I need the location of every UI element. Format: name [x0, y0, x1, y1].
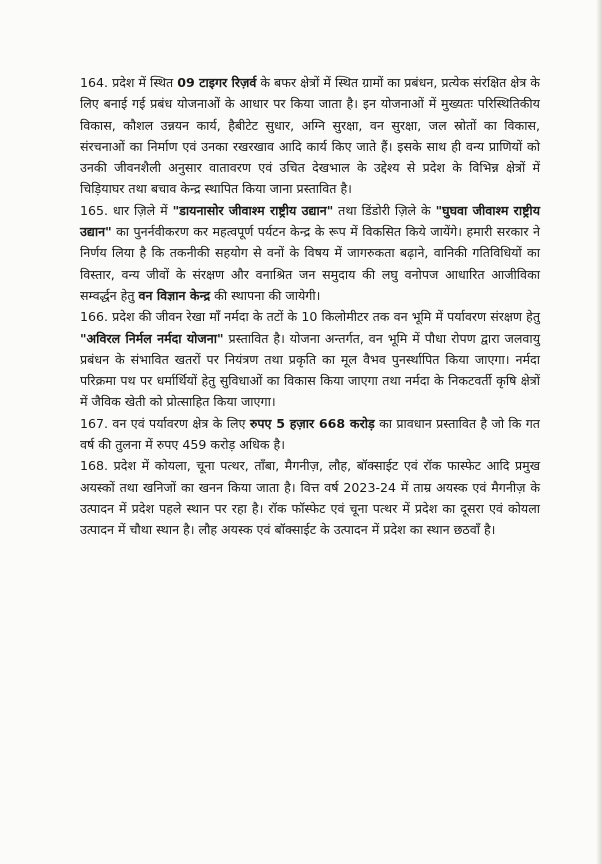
bold-text: 09 टाइगर रिज़र्व: [177, 75, 257, 90]
bold-text: "घुघवा जीवाश्म राष्ट्रीय उद्यान": [80, 202, 540, 240]
bold-text: रुपए 5 हज़ार 668 करोड़: [249, 415, 375, 431]
body-text: धार ज़िले में: [108, 202, 173, 218]
bold-text: "डायनासोर जीवाश्म राष्ट्रीय उद्यान": [172, 202, 334, 218]
body-text: वन एवं पर्यावरण क्षेत्र के लिए: [108, 415, 250, 431]
paragraph-168: [80, 455, 540, 540]
paragraph-165: [80, 200, 540, 306]
body-text: प्रदेश में स्थित: [108, 75, 178, 90]
bold-text: वन विज्ञान केन्द्र: [138, 287, 211, 303]
page-edge-shadow: [596, 0, 602, 864]
paragraph-number: 166.: [80, 309, 109, 325]
body-text: का पुनर्नवीकरण कर महत्वपूर्ण पर्यटन केन्द्र के रूप में विकसित किये जायेंगे। हमारी सरकार ने निर्णय लिया है कि तकनीकी सहयोग से वनों के विषय में जागरुकता बढ़ाने, वानिकी गतिविधियों का विस्तार, वन्य जीवों के संरक्षण और वनाश्रित जन समुदाय की लघु वनोपज आधारित आजीविका सम्वर्द्धन हेतु: [80, 224, 540, 303]
paragraph-number: 165.: [80, 202, 109, 218]
paragraph-166: [80, 306, 540, 412]
body-text: के बफर क्षेत्रों में स्थित ग्रामों का प्रबंधन, प्रत्येक संरक्षित क्षेत्र के लिए बनाई गई प्रबंध योजनाओं के आधार पर किया जाता है। इन योजनाओं में मुख्यतः परिस्थितिकीय विकास, कौशल उन्नयन कार्य, हैबीटेट सुधार, अग्नि सुरक्षा, वन सुरक्षा, जल स्रोतों का विकास, संरचनाओं का निर्माण एवं उनका रखरखाव आदि कार्य किए जाते हैं। इसके साथ ही वन्य प्राणियों को उनकी जीवनशैली अनुसार वातावरण एवं उचित देखभाल के उद्देश्य से प्रदेश के विभिन्न क्षेत्रों में चिड़ियाघर तथा बचाव केन्द्र स्थापित किया जाना प्रस्तावित है।: [80, 75, 540, 197]
body-text: प्रस्तावित है। योजना अन्तर्गत, वन भूमि में पौधा रोपण द्वारा जलवायु प्रबंधन के संभावित खतरों पर नियंत्रण तथा प्रकृति का मूल वैभव पुनर्स्थापित किया जाएगा। नर्मदा परिक्रमा पथ पर धर्मार्थियों हेतु सुविधाओं का विकास किया जाएगा तथा नर्मदा के निकटवर्ती कृषि क्षेत्रों में जैविक खेती को प्रोत्साहित किया जाएगा।: [80, 330, 540, 410]
paragraph-number: 164.: [80, 75, 109, 90]
body-text: प्रदेश में कोयला, चूना पत्थर, ताँबा, मैगनीज़, लौह, बॉक्साईट एवं रॉक फास्फेट आदि प्रमुख अयस्कों तथा खनिजों का खनन किया जाता है। वित्त वर्ष 2023-24 में ताम्र अयस्क एवं मैगनीज़ के उत्पादन में प्रदेश पहले स्थान पर रहा है। रॉक फॉस्फेट एवं चूना पत्थर में प्रदेश का दूसरा एवं कोयला उत्पादन में चौथा स्थान है। लौह अयस्क एवं बॉक्साईट के उत्पादन में प्रदेश का स्थान छठवाँ है।: [80, 458, 540, 538]
body-text: का प्रावधान प्रस्तावित है जो कि गत वर्ष की तुलना में रुपए 459 करोड़ अधिक है।: [80, 415, 540, 453]
body-text: की स्थापना की जायेगी।: [210, 287, 321, 303]
body-text: प्रदेश की जीवन रेखा माँ नर्मदा के तटों के 10 किलोमीटर तक वन भूमि में पर्यावरण संरक्षण हेतु: [108, 309, 540, 325]
paragraph-number: 168.: [80, 458, 109, 474]
paragraph-164: [80, 72, 540, 200]
bold-text: "अविरल निर्मल नर्मदा योजना": [80, 330, 224, 346]
paragraph-167: [80, 413, 540, 456]
body-text: तथा डिंडोरी ज़िले के: [333, 202, 436, 218]
paragraph-number: 167.: [80, 415, 109, 431]
